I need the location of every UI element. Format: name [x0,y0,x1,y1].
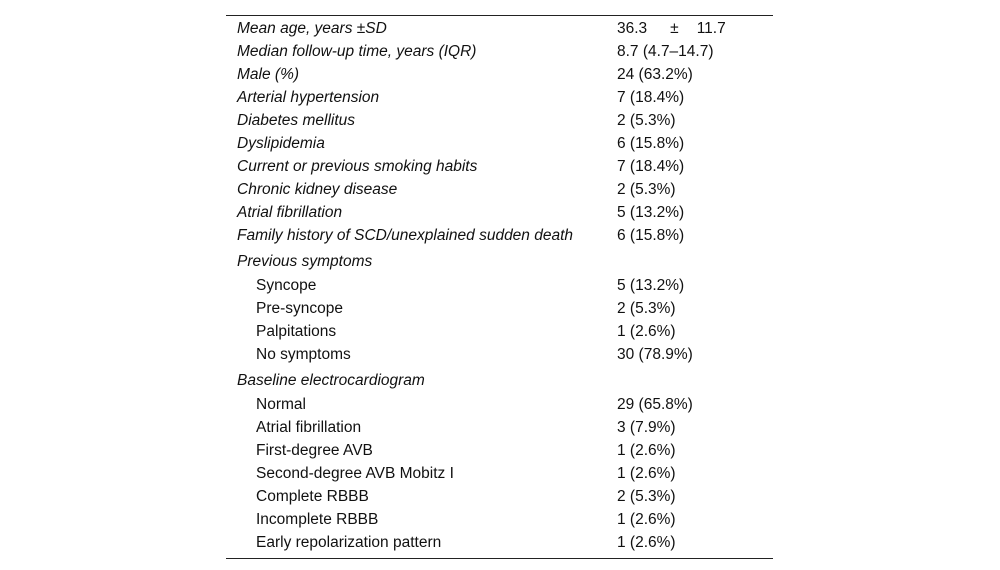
table-row-ecg-atrial-fibrillation [226,416,773,439]
row-label: Atrial fibrillation [237,204,343,221]
table-row-ecg-second-degree-avb [226,462,773,485]
section-heading-symptoms [226,249,773,274]
section-heading: Baseline electrocardiogram [237,372,425,389]
table-row-hypertension [226,86,773,109]
mean-value: 36.3 [617,20,648,37]
table-row-syncope [226,274,773,297]
table-row-ckd [226,178,773,201]
table-row-family-history [226,224,773,247]
row-value: 2 (5.3%) [617,488,676,505]
row-label: Atrial fibrillation [256,419,362,436]
row-value [617,17,773,40]
row-value: 3 (7.9%) [617,419,676,436]
row-value: 1 (2.6%) [617,511,676,528]
row-value: 5 (13.2%) [617,204,685,221]
table-row-dyslipidemia [226,132,773,155]
row-value: 1 (2.6%) [617,323,676,340]
row-label: Pre-syncope [256,300,344,317]
row-label: Diabetes mellitus [237,112,356,129]
table-row-pre-syncope [226,297,773,320]
baseline-characteristics-table [226,15,773,559]
row-label: Arterial hypertension [237,89,380,106]
section-heading-ecg [226,368,773,393]
row-value: 7 (18.4%) [617,158,685,175]
row-value: 1 (2.6%) [617,465,676,482]
row-value: 8.7 (4.7–14.7) [617,43,714,60]
table-row-ecg-first-degree-avb [226,439,773,462]
row-value: 7 (18.4%) [617,89,685,106]
sd-value: 11.7 [696,20,726,37]
row-label: No symptoms [256,346,351,363]
plus-minus-sign: ± [670,20,679,37]
row-label: Dyslipidemia [237,135,325,152]
table-row-ecg-normal [226,393,773,416]
row-label: Family history of SCD/unexplained sudden death [237,227,574,244]
row-value: 6 (15.8%) [617,135,685,152]
row-value: 6 (15.8%) [617,227,685,244]
row-label: Complete RBBB [256,488,369,505]
table-row-diabetes [226,109,773,132]
row-label: Syncope [256,277,317,294]
table-row-ecg-incomplete-rbbb [226,508,773,531]
row-value: 1 (2.6%) [617,442,676,459]
table-row-atrial-fibrillation [226,201,773,224]
table-row-follow-up [226,40,773,63]
row-value: 2 (5.3%) [617,112,676,129]
row-label: Early repolarization pattern [256,534,442,551]
row-label: First-degree AVB [256,442,373,459]
row-value: 2 (5.3%) [617,300,676,317]
row-value: 29 (65.8%) [617,396,693,413]
row-label: Male (%) [237,66,300,83]
table-row-male [226,63,773,86]
row-label: Palpitations [256,323,337,340]
table-row-palpitations [226,320,773,343]
row-label: Current or previous smoking habits [237,158,478,175]
table-row-ecg-complete-rbbb [226,485,773,508]
row-label: Incomplete RBBB [256,511,379,528]
row-value: 24 (63.2%) [617,66,693,83]
section-heading: Previous symptoms [237,253,373,270]
table-row-mean-age [226,17,773,40]
row-label: Second-degree AVB Mobitz I [256,465,454,482]
row-label: Chronic kidney disease [237,181,398,198]
row-label: Mean age, years ±SD [237,20,387,37]
row-value: 1 (2.6%) [617,534,676,551]
row-value: 30 (78.9%) [617,346,693,363]
table-row-no-symptoms [226,343,773,366]
table-row-smoking [226,155,773,178]
row-label: Normal [256,396,306,413]
row-label: Median follow-up time, years (IQR) [237,43,477,60]
table-row-ecg-early-repolarization [226,531,773,554]
row-value: 2 (5.3%) [617,181,676,198]
row-value: 5 (13.2%) [617,277,685,294]
